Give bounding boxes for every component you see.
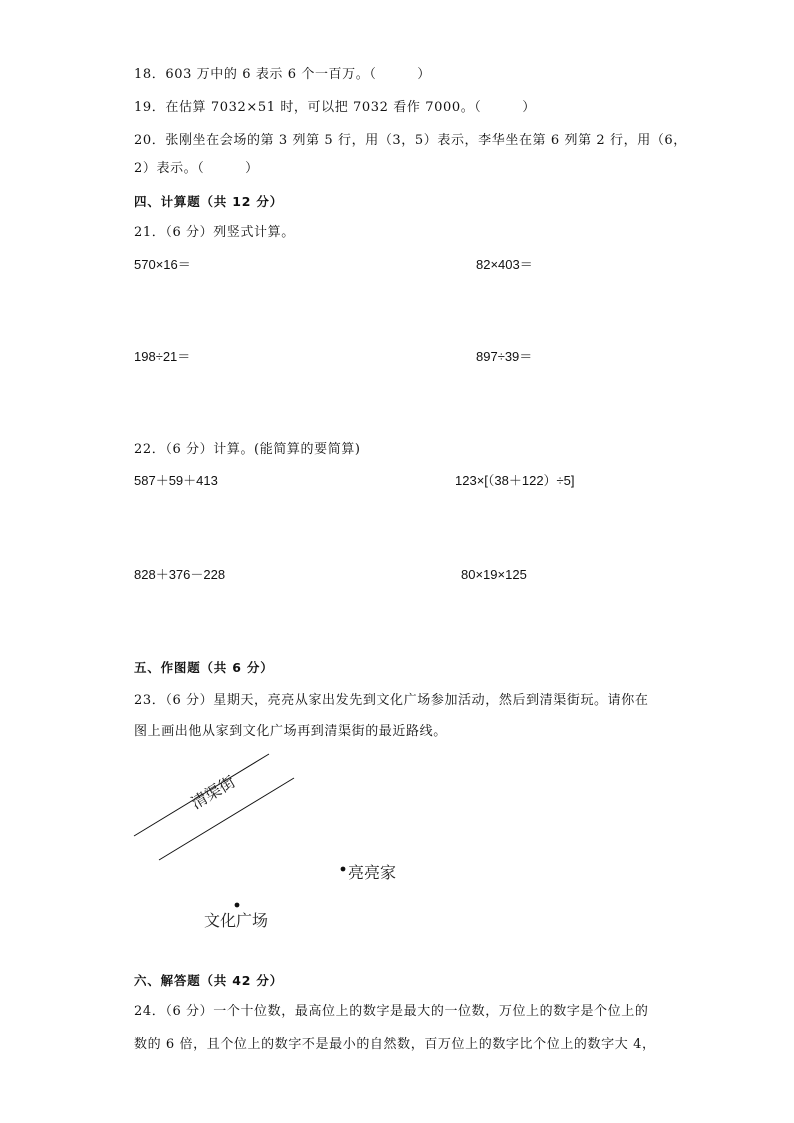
q24-text-line1: 24．（6 分）一个十位数，最高位上的数字是最大的一位数，万位上的数字是个位上的 bbox=[134, 1004, 649, 1019]
section5-heading: 五、作图题（共 6 分） bbox=[134, 660, 274, 675]
q21-expr-3: 198÷21＝ bbox=[134, 349, 191, 364]
q23-text-line2: 图上画出他从家到文化广场再到清渠街的最近路线。 bbox=[134, 724, 447, 739]
q22-expr-3: 828＋376－228 bbox=[134, 567, 226, 582]
street-label: 清渠街 bbox=[187, 771, 239, 813]
q20-text-line2: 2）表示。（ ） bbox=[134, 161, 259, 176]
plaza-dot bbox=[235, 903, 240, 908]
home-dot bbox=[341, 867, 346, 872]
section6-heading: 六、解答题（共 42 分） bbox=[134, 973, 283, 988]
plaza-label: 文化广场 bbox=[204, 911, 269, 930]
q21-expr-1: 570×16＝ bbox=[134, 257, 191, 272]
q21-expr-4: 897÷39＝ bbox=[476, 349, 533, 364]
home-label: 亮亮家 bbox=[348, 863, 397, 882]
section4-heading: 四、计算题（共 12 分） bbox=[134, 194, 283, 209]
q18-text: 18．603 万中的 6 表示 6 个一百万。（ ） bbox=[134, 67, 431, 82]
q24-text-line2: 数的 6 倍，且个位上的数字不是最小的自然数，百万位上的数字比个位上的数字大 4， bbox=[134, 1037, 656, 1052]
q22-title: 22．（6 分）计算。(能简算的要简算) bbox=[134, 442, 361, 457]
q22-expr-4: 80×19×125 bbox=[461, 567, 527, 582]
q19-text: 19．在估算 7032×51 时，可以把 7032 看作 7000。（ ） bbox=[134, 100, 536, 115]
q21-title: 21．（6 分）列竖式计算。 bbox=[134, 225, 295, 240]
q22-expr-1: 587＋59＋413 bbox=[134, 473, 218, 488]
q22-expr-2: 123×[（38＋122）÷5] bbox=[455, 473, 575, 488]
q21-expr-2: 82×403＝ bbox=[476, 257, 533, 272]
q23-text-line1: 23．（6 分）星期天，亮亮从家出发先到文化广场参加活动，然后到清渠街玩。请你在 bbox=[134, 693, 649, 708]
q20-text-line1: 20．张刚坐在会场的第 3 列第 5 行，用（3，5）表示，李华坐在第 6 列第 2 行，用（6， bbox=[134, 133, 687, 148]
